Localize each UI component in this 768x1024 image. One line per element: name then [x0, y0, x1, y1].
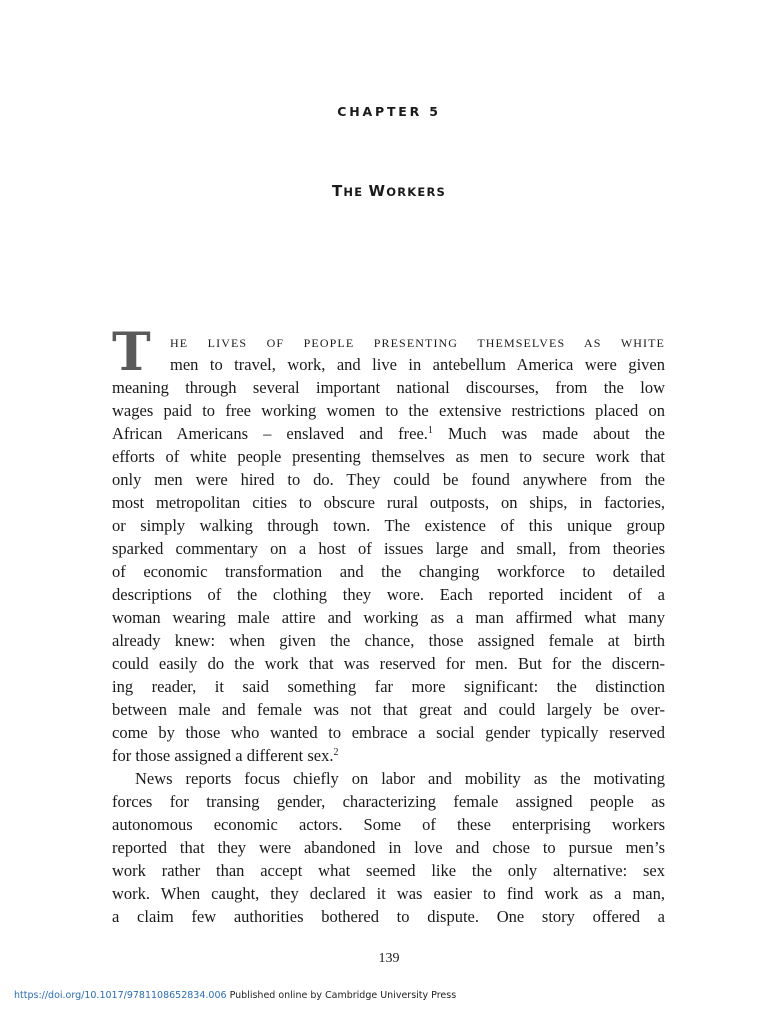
body-line: woman wearing male attire and working as a man affirmed what many — [112, 608, 665, 627]
footnote-ref-1[interactable]: 1 — [427, 425, 433, 436]
footer — [14, 990, 456, 1001]
body-line: men to travel, work, and live in antebellum America were given — [170, 355, 665, 374]
body-line: or simply walking through town. The existence of this unique group — [112, 516, 665, 535]
body-line: work rather than accept what seemed like the only alternative: sex — [112, 861, 665, 880]
body-line: a claim few authorities bothered to dispute. One story offered a — [112, 907, 665, 926]
body-line: ing reader, it said something far more significant: the distinction — [112, 677, 665, 696]
body-line: could easily do the work that was reserved for men. But for the discern- — [112, 654, 665, 673]
small-caps-opening: HE LIVES OF PEOPLE PRESENTING THEMSELVES AS WHITE — [170, 336, 665, 350]
body-line: most metropolitan cities to obscure rural outposts, on ships, in factories, — [112, 493, 665, 512]
body-line: News reports focus chiefly on labor and mobility as the motivating — [135, 769, 665, 788]
footnote-ref-2[interactable]: 2 — [333, 747, 339, 758]
body-line: already knew: when given the chance, those assigned female at birth — [112, 631, 665, 650]
chapter-title-rest-1: HE — [343, 185, 369, 199]
body-line: come by those who wanted to embrace a social gender typically reserved — [112, 723, 665, 742]
body-line: efforts of white people presenting themselves as men to secure work that — [112, 447, 665, 466]
body-line-text: African Americans – enslaved and free. — [112, 424, 428, 443]
body-line — [112, 422, 665, 445]
body-line — [112, 744, 665, 767]
body-line: forces for transing gender, characterizing female assigned people as — [112, 792, 665, 811]
body-line: autonomous economic actors. Some of these enterprising workers — [112, 815, 665, 834]
body-line-text: for those assigned a different sex. — [112, 746, 334, 765]
chapter-title-cap-1: T — [331, 182, 344, 200]
doi-link[interactable]: https://doi.org/10.1017/9781108652834.006 — [14, 990, 227, 1001]
body-line: only men were hired to do. They could be found anywhere from the — [112, 470, 665, 489]
publisher-note: Published online by Cambridge University Press — [226, 990, 457, 1001]
chapter-title-cap-2: W — [368, 182, 387, 200]
chapter-title — [0, 182, 768, 200]
body-line: of economic transformation and the changing workforce to detailed — [112, 562, 665, 581]
body-line: sparked commentary on a host of issues large and small, from theories — [112, 539, 665, 558]
body-line — [112, 330, 665, 353]
page-number: 139 — [378, 951, 400, 966]
chapter-number: CHAPTER 5 — [337, 104, 441, 119]
body-line-text: Much was made about the — [432, 424, 665, 443]
chapter-title-rest-2: ORKERS — [386, 185, 447, 199]
body-line: meaning through several important national discourses, from the low — [112, 378, 665, 397]
body-line: work. When caught, they declared it was easier to find work as a man, — [112, 884, 665, 903]
drop-cap: T — [112, 322, 151, 383]
body-line: descriptions of the clothing they wore. Each reported incident of a — [112, 585, 665, 604]
body-line: between male and female was not that great and could largely be over- — [112, 700, 665, 719]
body-line: wages paid to free working women to the extensive restrictions placed on — [112, 401, 665, 420]
body-text — [112, 322, 665, 928]
body-line: reported that they were abandoned in love and chose to pursue men’s — [112, 838, 665, 857]
